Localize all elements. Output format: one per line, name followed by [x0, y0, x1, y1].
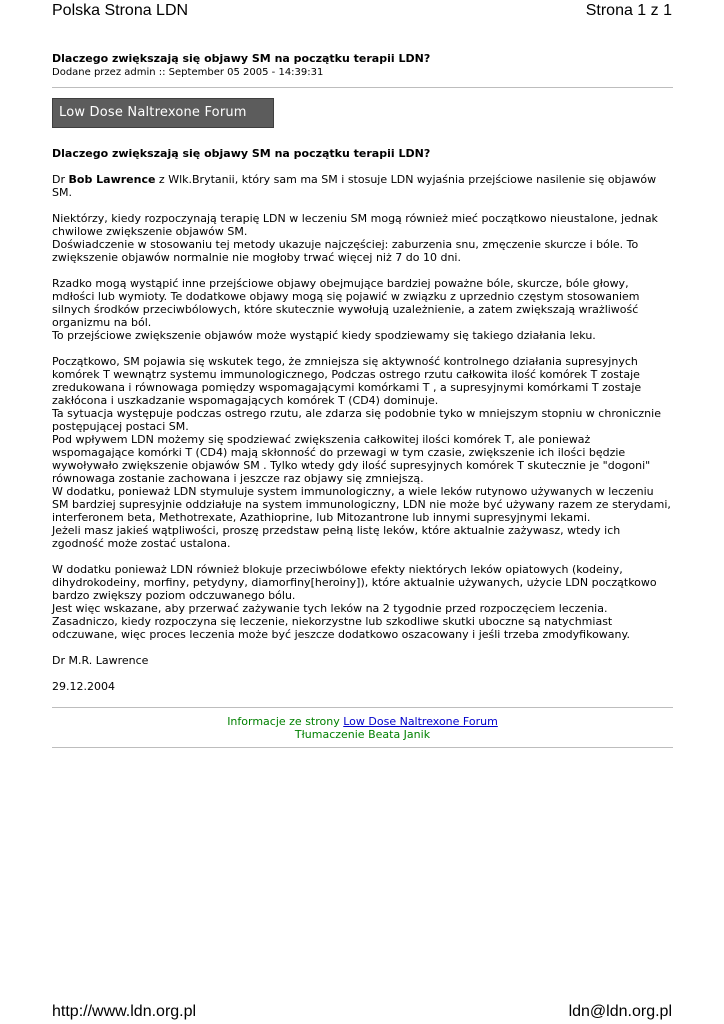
article-subtitle: Dlaczego zwiększają się objawy SM na początku terapii LDN? — [52, 147, 431, 160]
intro-text: z Wlk.Brytanii, który sam ma SM i stosuje LDN wyjaśnia przejściowe nasilenie się objawów SM. — [52, 173, 657, 199]
paragraph-line: Doświadczenie w stosowaniu tej metody ukazuje najczęściej: zaburzenia snu, zmęczenie skurcze i bóle. To zwiększenie objawów normalnie nie mogłoby trwać więcej niż 7 do 10 dni. — [52, 238, 639, 264]
paragraph-line: Ta sytuacja występuje podczas ostrego rzutu, ale zdarza się podobnie tyko w mniejszym stopniu w chronicznie postępującej postaci SM. — [52, 407, 661, 433]
article-content — [52, 52, 673, 748]
paragraph-line: Jest więc wskazane, aby przerwać zażywanie tych leków na 2 tygodnie przed rozpoczęciem leczenia. — [52, 602, 608, 615]
source-info — [52, 707, 673, 748]
forum-banner-logo: Low Dose Naltrexone Forum — [52, 98, 274, 128]
paragraph-line: Rzadko mogą wystąpić inne przejściowe objawy obejmujące bardziej poważne bóle, skurcze, bóle głowy, mdłości lub wymioty. Te dodatkowe objawy mogą się pojawić w związku z uprzednio częstym stosowaniem silnych środków przeciwbólowych, które skutecznie wywołują uzależnienie, a zatem zwiększają wrażliwość organizmu na ból. — [52, 277, 640, 329]
paragraph-line: Początkowo, SM pojawia się wskutek tego, że zmniejsza się aktywność kontrolnego działania supresyjnych komórek T wewnątrz systemu immunologicznego, Podczas ostrego rzutu całkowita ilość komórek T zostaje zredukowana i równowaga pomiędzy wspomagającymi komórkami T , a supresyjnymi komórkami T zostaje zakłócona i uszkadzanie wspomagających komórek T (CD4) dominuje. — [52, 355, 642, 407]
paragraph-line: Niektórzy, kiedy rozpoczynają terapię LDN w leczeniu SM mogą również mieć początkowo nieustalone, jednak chwilowe zwiększenie objawów SM. — [52, 212, 658, 238]
forum-link[interactable]: Low Dose Naltrexone Forum — [343, 715, 498, 728]
paragraph-line: Jeżeli masz jakieś wątpliwości, proszę przedstaw pełną listę leków, które aktualnie zażywasz, wtedy ich zgodność może zostać ustalona. — [52, 524, 621, 550]
paragraph-5 — [52, 563, 673, 641]
intro-prefix: Dr — [52, 173, 69, 186]
paragraph-line: To przejściowe zwiększenie objawów może wystąpić kiedy spodziewamy się takiego działania leku. — [52, 329, 596, 342]
footer-email: ldn@ldn.org.pl — [568, 1003, 672, 1020]
article-date: 29.12.2004 — [52, 680, 115, 693]
page-number: Strona 1 z 1 — [585, 2, 672, 19]
translation-credit: Tłumaczenie Beata Janik — [294, 728, 431, 741]
author-name: Bob Lawrence — [68, 173, 156, 186]
paragraph-line: W dodatku, ponieważ LDN stymuluje system immunologiczny, a wiele leków rutynowo używanych w leczeniu SM bardziej supresyjnie oddziałuje na system immunologiczny, LDN nie może być używany razem ze sterydami, interferonem beta, Methotrexate, Azathioprine, lub Mitozantrone lub innymi supresyjnymi lekami. — [52, 485, 671, 524]
page-footer — [52, 1002, 672, 1024]
article-title: Dlaczego zwiększają się objawy SM na początku terapii LDN? — [52, 52, 431, 65]
source-prefix: Informacje ze strony — [227, 715, 344, 728]
article-meta: Dodane przez admin :: September 05 2005 - 14:39:31 — [52, 67, 324, 78]
intro-paragraph — [52, 173, 673, 199]
page-header — [52, 0, 672, 22]
paragraph-3 — [52, 277, 673, 342]
paragraph-line: W dodatku ponieważ LDN również blokuje przeciwbólowe efekty niektórych leków opiatowych (kodeiny, dihydrokodeiny, morfiny, petydyny, diamorfiny[heroiny]), które aktualnie używanych, użycie LDN początkowo bardzo zwiększy poziom odczuwanego bólu. — [52, 563, 657, 602]
signature: Dr M.R. Lawrence — [52, 654, 149, 667]
paragraph-line: Pod wpływem LDN możemy się spodziewać zwiększenia całkowitej ilości komórek T, ale ponieważ wspomagające komórki T (CD4) mają skłonność do przewagi w tym czasie, zwiększenie ich ilości będzie wywoływało zwiększenie objawów SM . Tylko wtedy gdy ilość supresyjnych komórek T skutecznie je "dogoni" równowaga zostanie zachowana i jeszcze raz objawy się zmniejszą. — [52, 433, 651, 485]
footer-url: http://www.ldn.org.pl — [52, 1003, 197, 1020]
divider — [52, 87, 673, 88]
site-name: Polska Strona LDN — [52, 2, 189, 19]
paragraph-line: Zasadniczo, kiedy rozpoczyna się leczenie, niekorzystne lub szkodliwe skutki uboczne są natychmiast odczuwane, więc proces leczenia może być jeszcze dodatkowo oszacowany i jeśli trzeba zmodyfikowany. — [52, 615, 630, 641]
paragraph-4 — [52, 355, 673, 550]
paragraph-2 — [52, 212, 673, 264]
